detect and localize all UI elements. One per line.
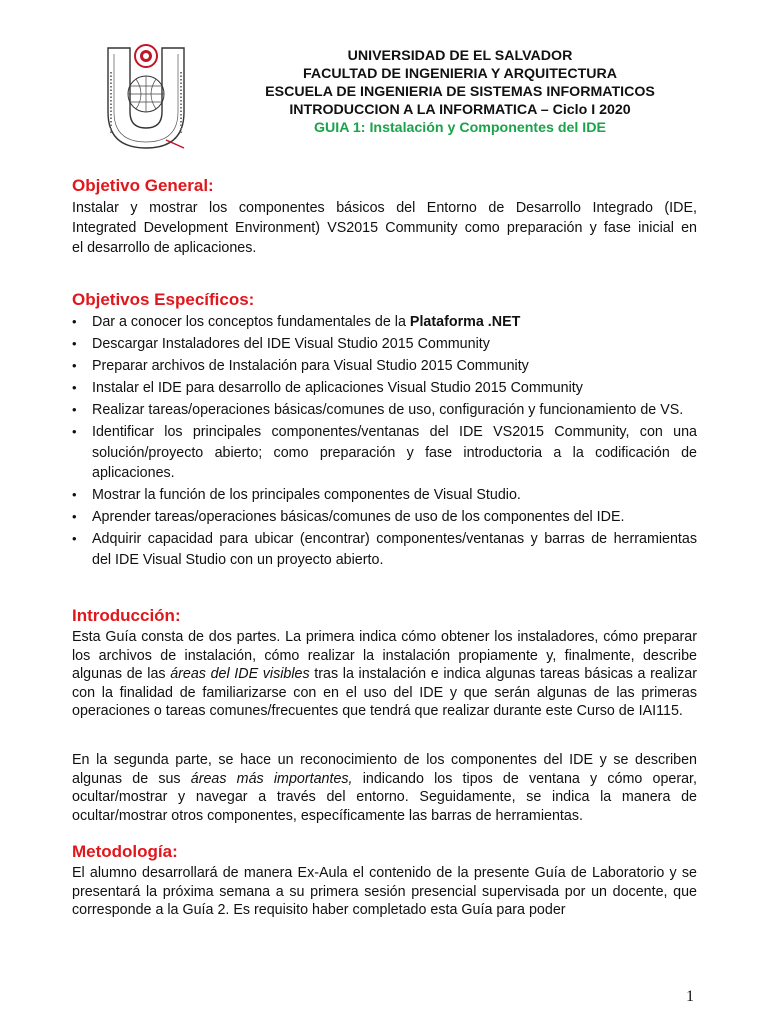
list-item [72, 507, 697, 528]
objetivo-general-line: Integrated Development Environment) VS2015 Community como preparación y fase inicial en [72, 220, 697, 236]
list-item-text: Instalar el IDE para desarrollo de aplicaciones Visual Studio 2015 Community [92, 380, 583, 396]
document-header [230, 47, 690, 137]
introduccion-p1-emphasis: áreas del IDE visibles [170, 666, 310, 683]
university-logo [100, 42, 192, 154]
list-item [72, 356, 697, 377]
list-item-text: Realizar tareas/operaciones básicas/comunes de uso, configuración y funcionamiento de VS. [92, 402, 684, 418]
introduccion-p1-text: Esta Guía consta de dos partes. La primera indica cómo obtener los instaladores, cómo preparar los archivos de instalación, cómo realizar la instalación propiamente y, finalmente, describe algunas de las [72, 629, 697, 683]
bullet-icon: • [72, 336, 77, 351]
school-name: ESCUELA DE INGENIERIA DE SISTEMAS INFORMATICOS [265, 84, 655, 100]
introduccion-p2-emphasis: áreas más importantes, [190, 770, 353, 787]
list-item-text: Mostrar la función de los principales componentes de Visual Studio. [92, 487, 521, 503]
list-item [72, 378, 697, 399]
introduccion-p2-text-cont: indicando los tipos de ventana y cómo operar, ocultar/mostrar y navegar a través del entorno. Seguidamente, se indica la manera de ocultar/mostrar otros componentes, específicamente las barras de herramientas. [72, 770, 698, 824]
bullet-icon: • [72, 509, 77, 524]
objetivo-general-line: Instalar y mostrar los componentes básicos del Entorno de Desarrollo Integrado (IDE, [72, 200, 697, 216]
list-item [72, 400, 697, 421]
bullet-icon: • [72, 424, 77, 439]
introduccion-p2-text: En la segunda parte, se hace un reconocimiento de los componentes del IDE y se describen algunas de sus [72, 752, 697, 787]
list-item-bold-text: Plataforma .NET [409, 314, 521, 330]
introduccion-p1-text-cont: tras la instalación e indica algunas tareas básicas a realizar con la finalidad de familiarizarse con en el uso del IDE y que serán algunas de las primeras operaciones o tareas comunes/frecuentes que tendrá que realizar durante este Curso de IAI115. [72, 666, 698, 720]
list-item [72, 422, 697, 484]
bullet-icon: • [72, 314, 77, 329]
bullet-icon: • [72, 402, 77, 417]
introduccion-paragraph-1 [72, 628, 697, 721]
bullet-icon: • [72, 358, 77, 373]
introduccion-paragraph-2 [72, 751, 697, 825]
list-item-text: Preparar archivos de Instalación para Visual Studio 2015 Community [92, 358, 529, 374]
section-title-introduccion: Introducción: [72, 606, 181, 625]
list-item-text: Dar a conocer los conceptos fundamentales de la [92, 314, 410, 330]
bullet-icon: • [72, 531, 77, 546]
section-title-metodologia: Metodología: [72, 842, 178, 861]
list-item-text: Descargar Instaladores del IDE Visual Studio 2015 Community [92, 336, 490, 352]
list-item-text: Identificar los principales componentes/ventanas del IDE VS2015 Community, con una solución/proyecto abierto; como preparación y fase introductoria a la codificación de aplicaciones. [92, 424, 697, 481]
list-item-text: Adquirir capacidad para ubicar (encontrar) componentes/ventanas y barras de herramientas del IDE Visual Studio con un proyecto abierto. [92, 531, 697, 568]
list-item [72, 485, 697, 506]
bullet-icon: • [72, 487, 77, 502]
list-item [72, 312, 697, 333]
bullet-icon: • [72, 380, 77, 395]
metodologia-text: El alumno desarrollará de manera Ex-Aula el contenido de la presente Guía de Laboratorio y se presentará la próxima semana a su primera sesión presencial supervisada por un docente, que corresponde a la Guía 2. Es requisito haber completado esta Guía para poder [72, 865, 697, 919]
objetivo-general-text [72, 198, 697, 258]
objetivos-especificos-list [72, 312, 697, 572]
objetivo-general-line: el desarrollo de aplicaciones. [72, 240, 257, 256]
section-title-objetivo-general: Objetivo General: [72, 176, 214, 195]
course-name: INTRODUCCION A LA INFORMATICA – Ciclo I 2020 [289, 102, 631, 118]
university-name: UNIVERSIDAD DE EL SALVADOR [347, 48, 573, 64]
list-item [72, 334, 697, 355]
list-item-text: Aprender tareas/operaciones básicas/comunes de uso de los componentes del IDE. [92, 509, 625, 525]
list-item [72, 529, 697, 570]
section-title-objetivos-especificos: Objetivos Específicos: [72, 290, 255, 309]
guide-title: GUIA 1: Instalación y Componentes del IDE [314, 120, 606, 136]
faculty-name: FACULTAD DE INGENIERIA Y ARQUITECTURA [303, 66, 617, 82]
page-number: 1 [686, 988, 694, 1005]
